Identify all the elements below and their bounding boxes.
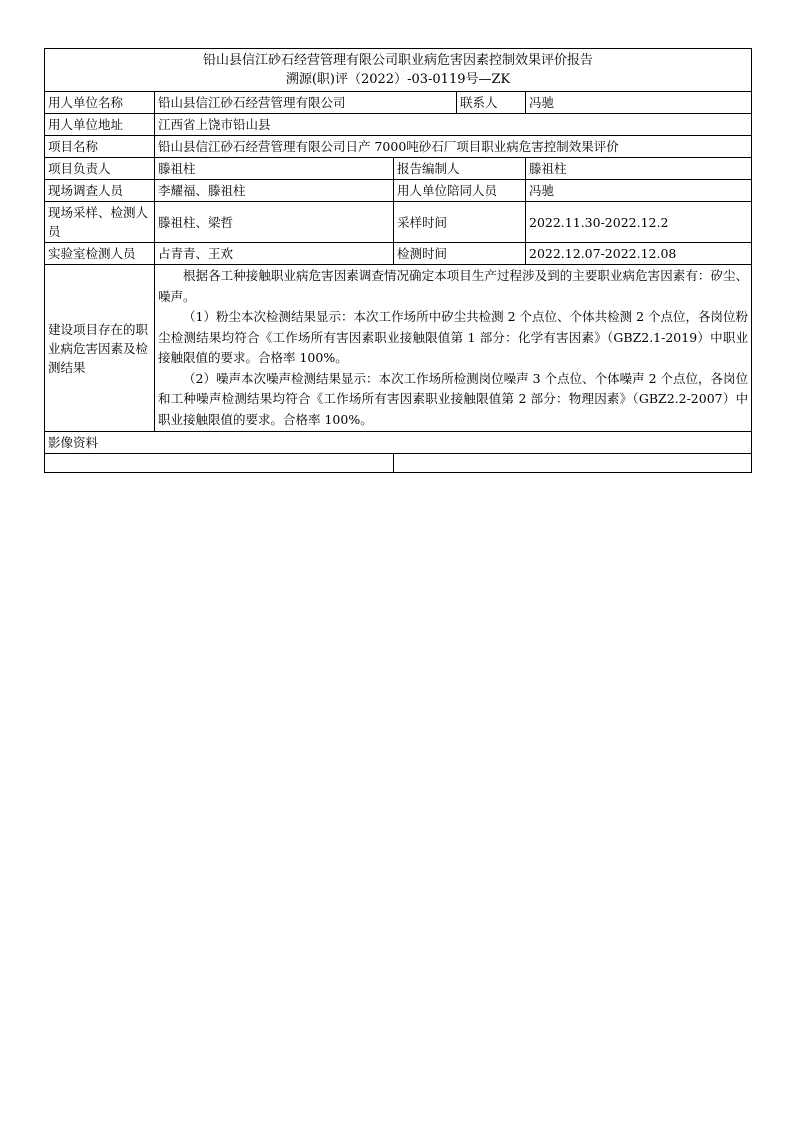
survey-staff-value: 李耀福、滕祖柱 xyxy=(155,180,394,202)
project-lead-row xyxy=(45,158,752,180)
sampling-staff-label: 现场采样、检测人员 xyxy=(45,202,155,243)
images-label: 影像资料 xyxy=(45,432,752,454)
images-row xyxy=(45,454,752,473)
employer-name-row xyxy=(45,92,752,114)
employer-name-label: 用人单位名称 xyxy=(45,92,155,114)
project-lead-label: 项目负责人 xyxy=(45,158,155,180)
sampling-staff-value: 滕祖柱、梁哲 xyxy=(155,202,394,243)
sampling-time-value: 2022.11.30-2022.12.2 xyxy=(526,202,752,243)
survey-staff-row xyxy=(45,180,752,202)
sampling-time-label: 采样时间 xyxy=(394,202,526,243)
images-label-row xyxy=(45,432,752,454)
title-row xyxy=(45,49,752,92)
results-content xyxy=(155,265,752,432)
survey-staff-label: 现场调查人员 xyxy=(45,180,155,202)
report-number: 溯源(职)评（2022）-03-0119号—ZK xyxy=(285,72,511,87)
employer-name-value: 铅山县信江砂石经营管理有限公司 xyxy=(155,92,457,114)
title-cell xyxy=(45,49,752,92)
test-time-label: 检测时间 xyxy=(394,243,526,265)
test-time-value: 2022.12.07-2022.12.08 xyxy=(526,243,752,265)
image-slot-left xyxy=(45,454,394,473)
employer-address-label: 用人单位地址 xyxy=(45,114,155,136)
contact-label: 联系人 xyxy=(457,92,526,114)
project-name-row xyxy=(45,136,752,158)
employer-address-row xyxy=(45,114,752,136)
results-row xyxy=(45,265,752,432)
project-name-label: 项目名称 xyxy=(45,136,155,158)
lab-staff-row xyxy=(45,243,752,265)
results-label: 建设项目存在的职业病危害因素及检测结果 xyxy=(45,265,155,432)
image-slot-right xyxy=(394,454,752,473)
report-title: 铅山县信江砂石经营管理有限公司职业病危害因素控制效果评价报告 xyxy=(203,53,594,68)
lab-staff-value: 占青青、王欢 xyxy=(155,243,394,265)
contact-value: 冯驰 xyxy=(526,92,752,114)
project-name-value: 铅山县信江砂石经营管理有限公司日产 7000吨砂石厂项目职业病危害控制效果评价 xyxy=(155,136,752,158)
report-author-label: 报告编制人 xyxy=(394,158,526,180)
results-paragraph: （1）粉尘本次检测结果显示：本次工作场所中矽尘共检测 2 个点位、个体共检测 2 个点位，各岗位粉尘检测结果均符合《工作场所有害因素职业接触限值第 1 部分：化学有害因素》（GBZ2.1-2019）中职业接触限值的要求。合格率 100%。 xyxy=(158,309,749,365)
sampling-row xyxy=(45,202,752,243)
project-lead-value: 滕祖柱 xyxy=(155,158,394,180)
escort-label: 用人单位陪同人员 xyxy=(394,180,526,202)
report-author-value: 滕祖柱 xyxy=(526,158,752,180)
lab-staff-label: 实验室检测人员 xyxy=(45,243,155,265)
report-table xyxy=(44,48,752,473)
escort-value: 冯驰 xyxy=(526,180,752,202)
employer-address-value: 江西省上饶市铅山县 xyxy=(155,114,752,136)
results-paragraph: 根据各工种接触职业病危害因素调查情况确定本项目生产过程涉及到的主要职业病危害因素有：矽尘、噪声。 xyxy=(158,268,749,304)
results-paragraph: （2）噪声本次噪声检测结果显示：本次工作场所检测岗位噪声 3 个点位、个体噪声 2 个点位，各岗位和工种噪声检测结果均符合《工作场所有害因素职业接触限值第 2 部分：物理因素》（GBZ2.2-2007）中职业接触限值的要求。合格率 100%。 xyxy=(158,370,749,427)
